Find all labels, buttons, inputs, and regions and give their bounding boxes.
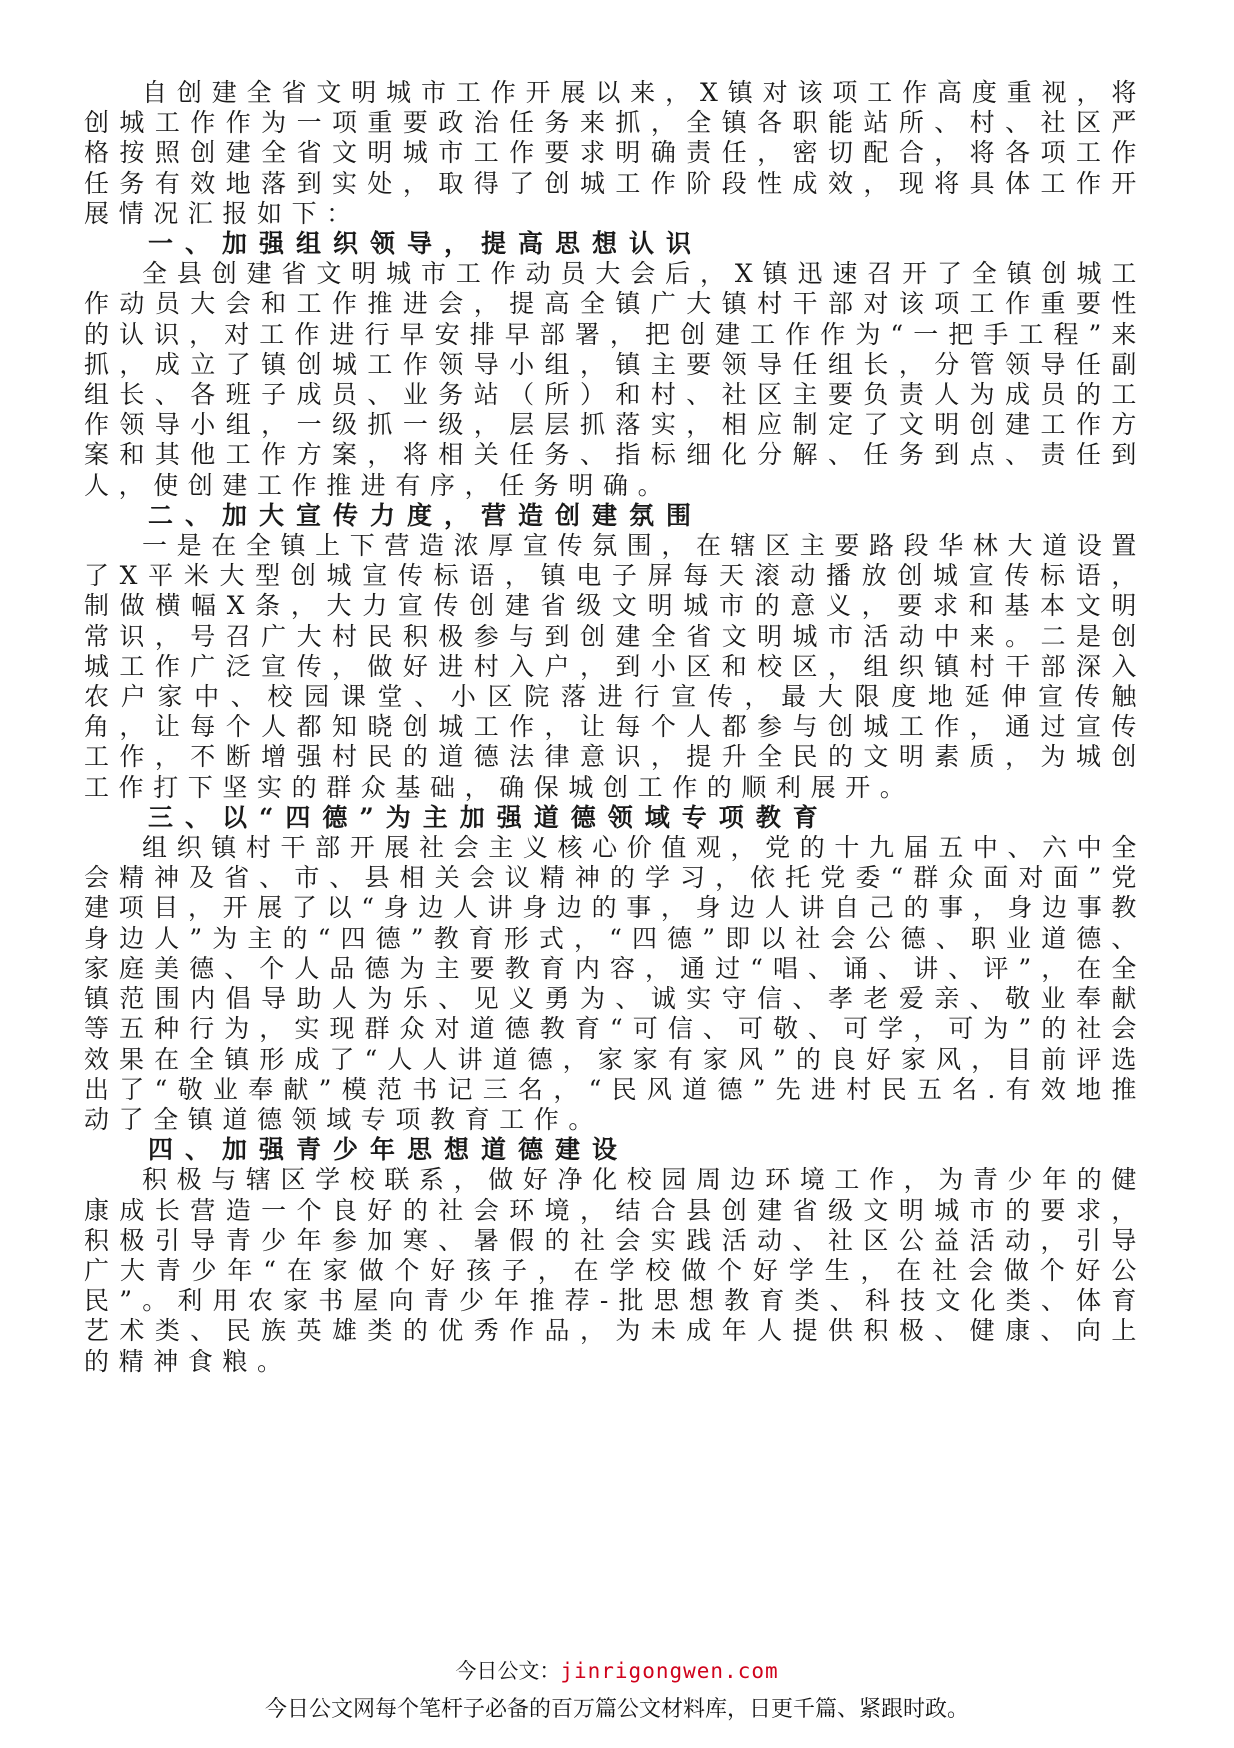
section-1-body: 全县创建省文明城市工作动员大会后，X镇迅速召开了全镇创城工作动员大会和工作推进会，提高全镇广大镇村干部对该项工作重要性的认识，对工作进行早安排早部署，把创建工作作为“一把手工程”来抓，成立了镇创城工作领导小组，镇主要领导任组长，分管领导任副组长、各班子成员、业务站（所）和村、社区主要负责人为成员的工作领导小组，一级抓一级，层层抓落实，相应制定了文明创建工作方案和其他工作方案，将相关任务、指标细化分解、任务到点、责任到人，使创建工作推进有序，任务明确。 bbox=[84, 259, 1146, 500]
section-4-heading: 四、加强青少年思想道德建设 bbox=[148, 1135, 630, 1165]
section-3-body: 组织镇村干部开展社会主义核心价值观，党的十九届五中、六中全会精神及省、市、县相关会议精神的学习，依托党委“群众面对面”党建项目，开展了以“身边人讲身边的事，身边人讲自己的事，身边事教身边人”为主的“四德”教育形式，“四德”即以社会公德、职业道德、家庭美德、个人品德为主要教育内容，通过“唱、诵、讲、评”，在全镇范围内倡导助人为乐、见义勇为、诚实守信、孝老爱亲、敬业奉献等五种行为，实现群众对道德教育“可信、可敬、可学，可为”的社会效果在全镇形成了“人人讲道德，家家有家风”的良好家风，目前评选出了“敬业奉献”模范书记三名，“民风道德”先进村民五名.有效地推动了全镇道德领域专项教育工作。 bbox=[84, 833, 1146, 1134]
section-1-heading: 一、加强组织领导，提高思想认识 bbox=[148, 229, 704, 259]
footer-site-label: 今日公文： bbox=[455, 1659, 561, 1683]
intro-paragraph: 自创建全省文明城市工作开展以来，X镇对该项工作高度重视，将创城工作作为一项重要政治任务来抓，全镇各职能站所、村、社区严格按照创建全省文明城市工作要求明确责任，密切配合，将各项工作任务有效地落到实处，取得了创城工作阶段性成效，现将具体工作开展情况汇报如下： bbox=[84, 78, 1146, 228]
section-3-heading: 三、以“四德”为主加强道德领域专项教育 bbox=[148, 802, 830, 832]
footer-slogan: 今日公文网每个笔杆子必备的百万篇公文材料库，日更千篇、紧跟时政。 bbox=[264, 1697, 969, 1722]
section-4-body: 积极与辖区学校联系，做好净化校园周边环境工作，为青少年的健康成长营造一个良好的社会环境，结合县创建省级文明城市的要求，积极引导青少年参加寒、暑假的社会实践活动、社区公益活动，引导广大青少年“在家做个好孩子，在学校做个好学生，在社会做个好公民”。利用农家书屋向青少年推荐-批思想教育类、科技文化类、体育艺术类、民族英雄类的优秀作品，为未成年人提供积极、健康、向上的精神食粮。 bbox=[84, 1165, 1146, 1376]
footer-site-link[interactable]: jinrigongwen.com bbox=[560, 1659, 779, 1683]
section-2-heading: 二、加大宣传力度，营造创建氛围 bbox=[148, 500, 704, 530]
document-body bbox=[84, 78, 1146, 1377]
section-2-body: 一是在全镇上下营造浓厚宣传氛围，在辖区主要路段华林大道设置了X平米大型创城宣传标语，镇电子屏每天滚动播放创城宣传标语，制做横幅X条，大力宣传创建省级文明城市的意义，要求和基本文明常识，号召广大村民积极参与到创建全省文明城市活动中来。二是创城工作广泛宣传，做好进村入户，到小区和校区，组织镇村干部深入农户家中、校园课堂、小区院落进行宣传，最大限度地延伸宣传触角，让每个人都知晓创城工作，让每个人都参与创城工作，通过宣传工作，不断增强村民的道德法律意识，提升全民的文明素质，为城创工作打下坚实的群众基础，确保城创工作的顺利展开。 bbox=[84, 531, 1146, 802]
footer-site-line bbox=[0, 1655, 1234, 1685]
